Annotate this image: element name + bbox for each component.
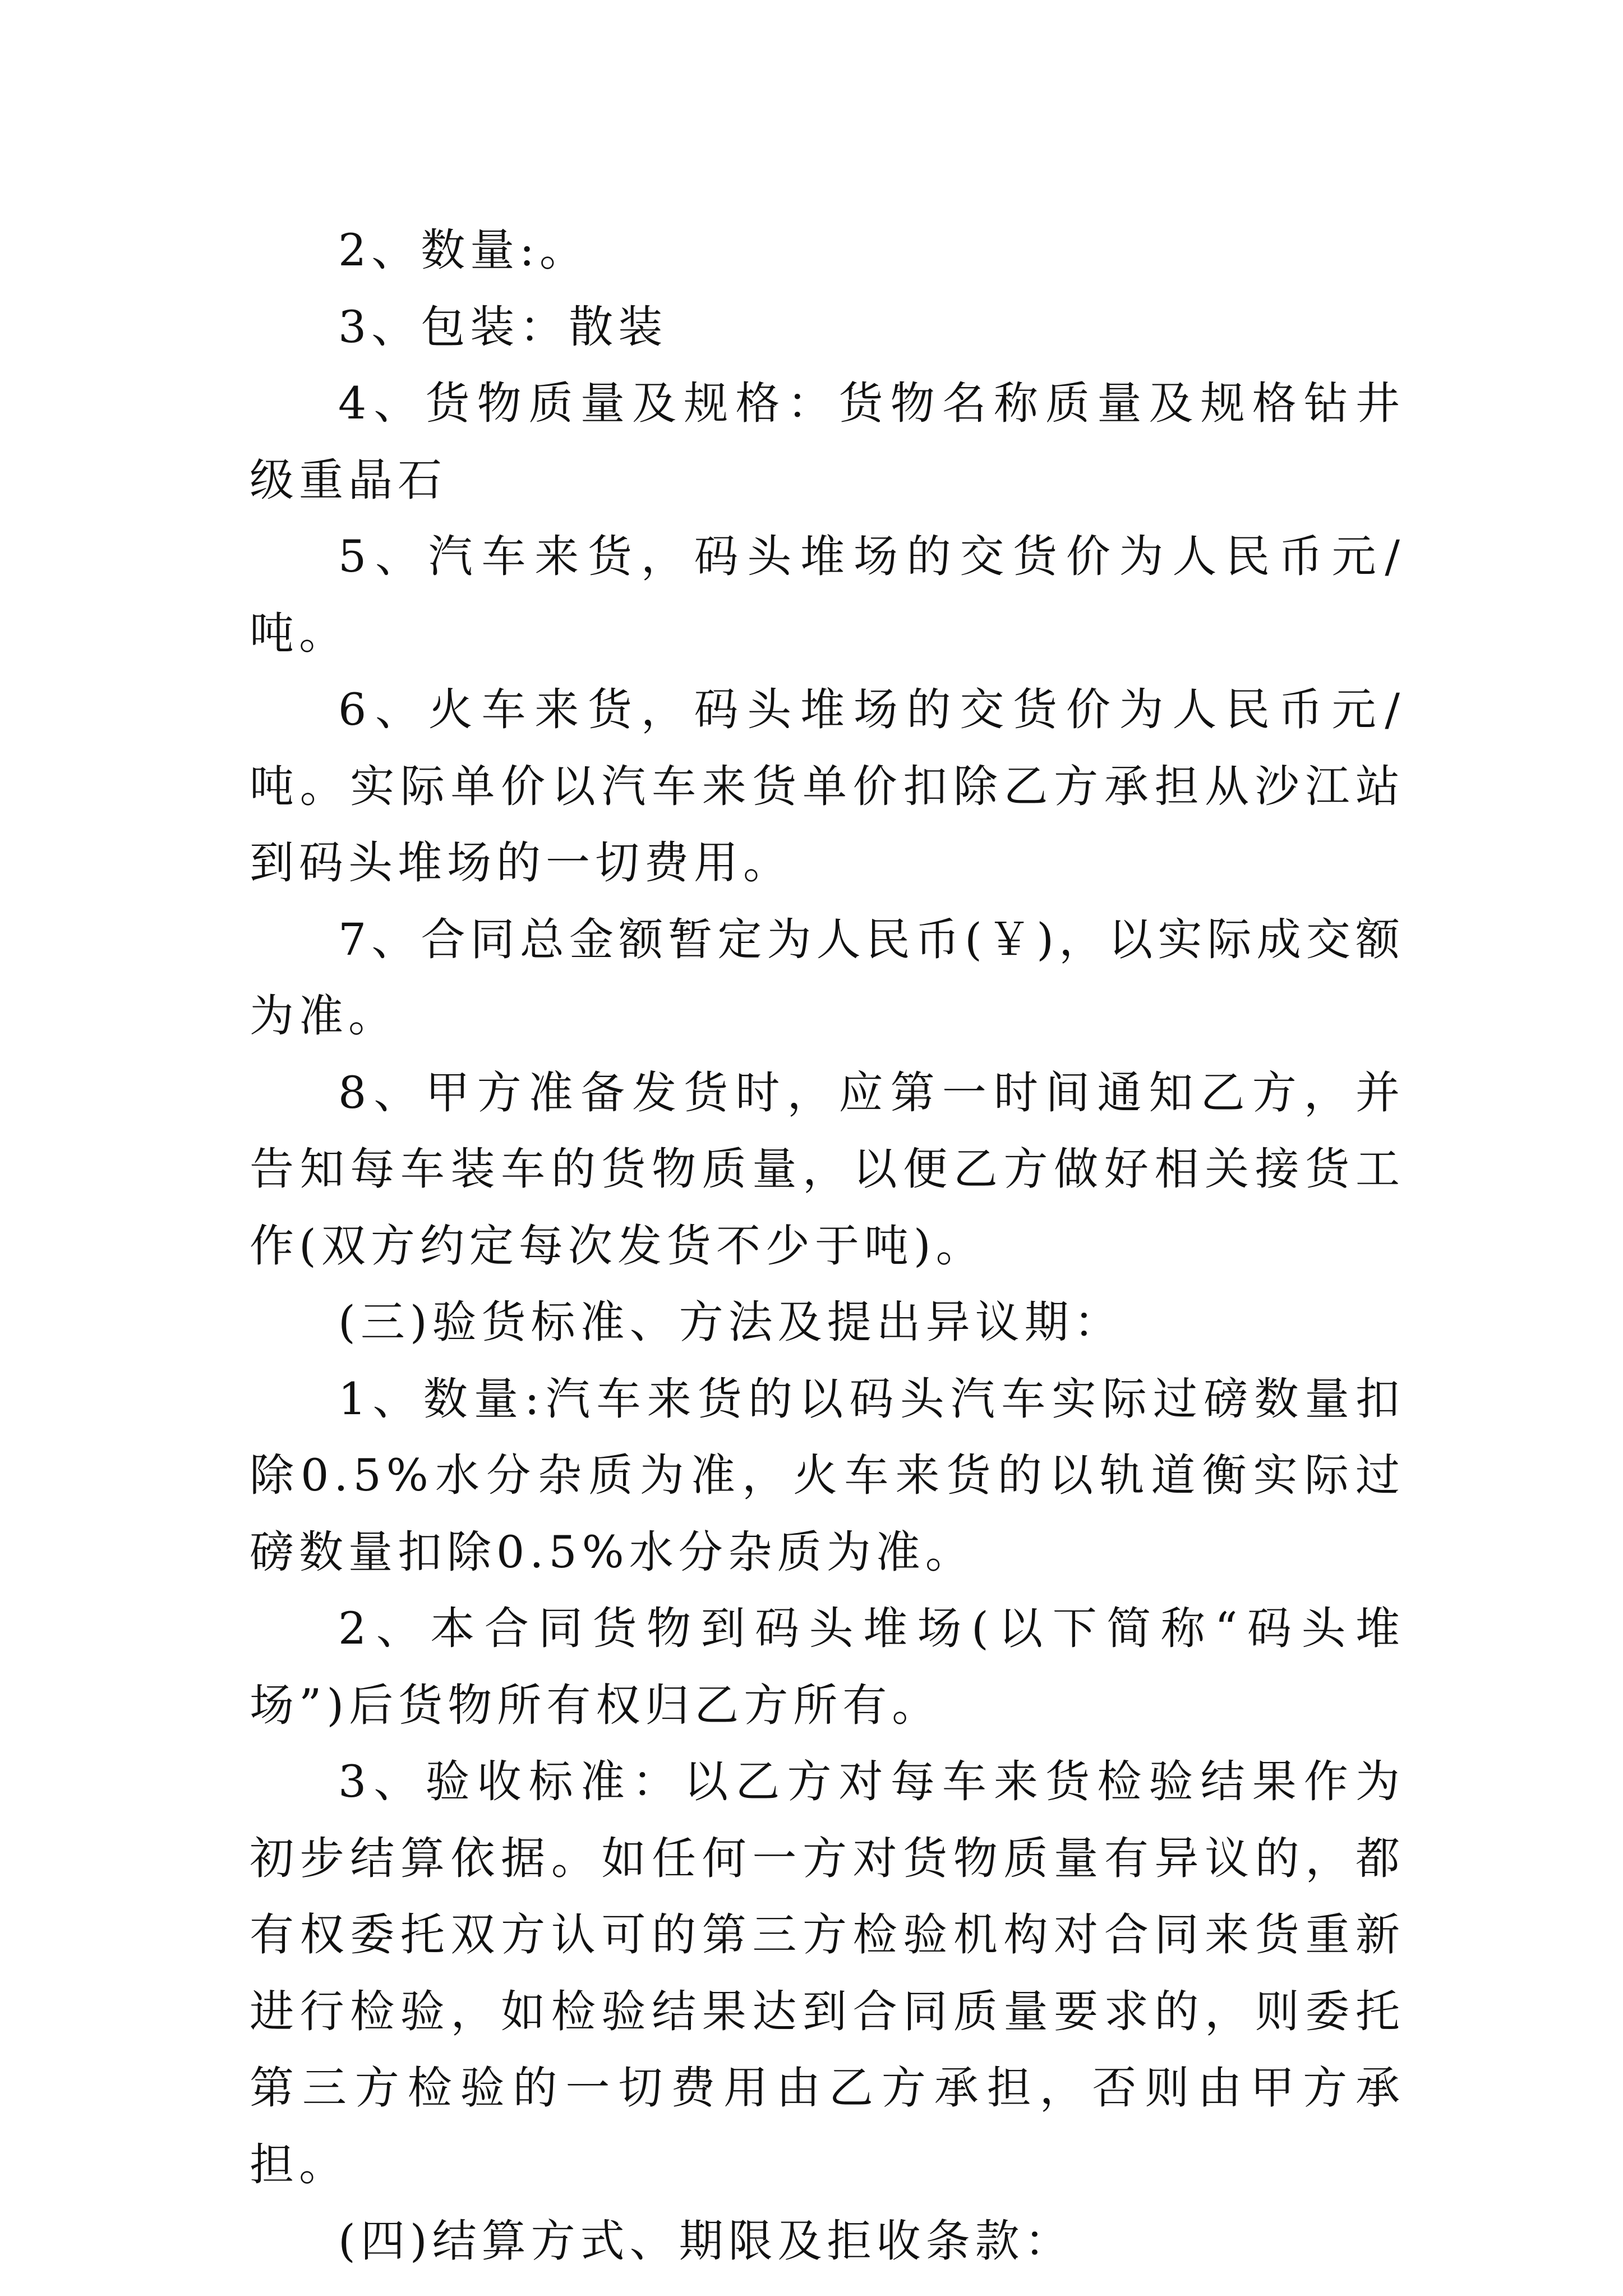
paragraph-acceptance-standard: 3、验收标准：以乙方对每车来货检验结果作为初步结算依据。如任何一方对货物质量有异议的，都有权委托双方认可的第三方检验机构对合同来货重新进行检验，如检验结果达到合同质量要求的，则委托第三方检验的一切费用由乙方承担，否则由甲方承担。 [250,1756,1405,2191]
paragraph-total-amount: 7、合同总金额暂定为人民币(￥)，以实际成交额为准。 [250,913,1405,1042]
section-heading-settlement: (四)结算方式、期限及拒收条款： [338,2215,1074,2267]
paragraph-quantity: 2、数量:。 [338,224,589,276]
paragraph-quality-spec: 4、货物质量及规格：货物名称质量及规格钻井级重晶石 [250,378,1405,506]
paragraph-ownership: 2、本合同货物到码头堆场(以下简称“码头堆场”)后货物所有权归乙方所有。 [250,1603,1405,1731]
paragraph-shipping-notice: 8、甲方准备发货时，应第一时间通知乙方，并告知每车装车的货物质量，以便乙方做好相关接货工作(双方约定每次发货不少于吨)。 [250,1066,1405,1272]
paragraph-train-price: 6、火车来货，码头堆场的交货价为人民币元/吨。实际单价以汽车来货单价扣除乙方承担从沙江站到码头堆场的一切费用。 [250,684,1405,889]
document-body [250,212,1405,2280]
paragraph-packaging: 3、包装：散装 [338,301,668,353]
paragraph-truck-price: 5、汽车来货，码头堆场的交货价为人民币元/吨。 [250,531,1405,659]
paragraph-weighing: 1、数量:汽车来货的以码头汽车实际过磅数量扣除0.5%水分杂质为准，火车来货的以轨道衡实际过磅数量扣除0.5%水分杂质为准。 [250,1373,1405,1578]
section-heading-inspection: (三)验货标准、方法及提出异议期： [338,1296,1123,1348]
